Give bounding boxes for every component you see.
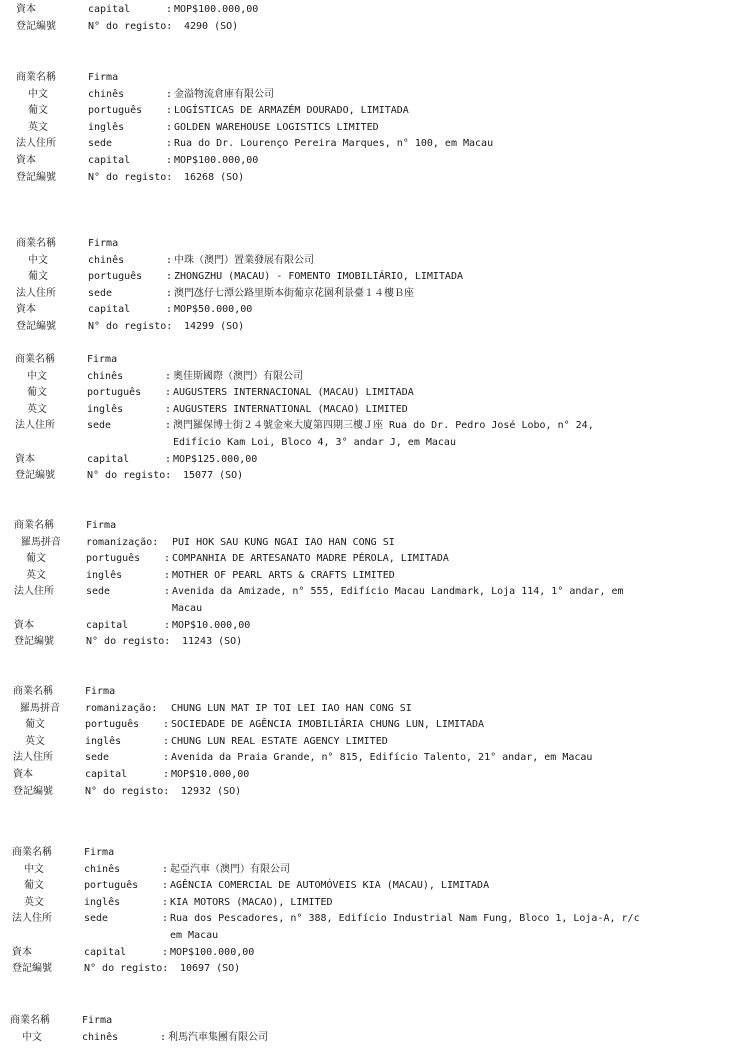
field-row bbox=[2, 878, 722, 894]
field-label-portuguese: chinês bbox=[84, 863, 121, 875]
field-label-portuguese: Firma bbox=[88, 238, 119, 249]
field-value: KIA MOTORS (MACAO), LIMITED bbox=[170, 896, 333, 908]
field-label-chinese: 葡文 bbox=[28, 271, 48, 283]
field-separator: : bbox=[166, 88, 173, 100]
field-row bbox=[4, 568, 724, 584]
field-value: MOP$50.000,00 bbox=[174, 304, 253, 316]
field-label-portuguese: sede bbox=[86, 586, 111, 598]
field-value: 中珠（澳門）置業發展有限公司 bbox=[174, 254, 314, 266]
field-row bbox=[4, 551, 724, 567]
field-label-chinese: 英文 bbox=[27, 403, 47, 415]
field-label-chinese: 資本 bbox=[16, 4, 36, 15]
field-value: 16268 (SO) bbox=[184, 171, 245, 183]
field-value: 11243 (SO) bbox=[182, 636, 243, 648]
field-separator: : bbox=[166, 4, 173, 15]
field-label-portuguese: sede bbox=[88, 138, 113, 150]
field-row bbox=[3, 717, 723, 733]
field-value: 澳門氹仔七潭公路里斯本街葡京花園利景臺１４樓Ｂ座 bbox=[174, 287, 414, 299]
field-label-chinese: 商業名稱 bbox=[13, 686, 53, 697]
field-label-chinese: 登記編號 bbox=[16, 321, 56, 332]
field-label-portuguese: capital bbox=[88, 4, 131, 15]
field-value: 15077 (SO) bbox=[183, 470, 244, 482]
field-value: 4290 (SO) bbox=[184, 20, 239, 32]
field-label-chinese: 葡文 bbox=[28, 105, 48, 117]
field-label-portuguese: sede bbox=[87, 420, 112, 432]
field-label-portuguese: capital bbox=[88, 155, 131, 166]
field-separator: : bbox=[162, 946, 169, 958]
field-row bbox=[2, 895, 722, 911]
field-separator: : bbox=[165, 453, 172, 465]
field-row bbox=[5, 468, 725, 484]
field-label-portuguese: inglês bbox=[86, 569, 123, 581]
field-row bbox=[6, 136, 726, 152]
field-label-portuguese: N° do registo: bbox=[88, 20, 173, 32]
field-row bbox=[6, 170, 726, 186]
field-value: MOTHER OF PEARL ARTS & CRAFTS LIMITED bbox=[172, 569, 395, 581]
field-row bbox=[3, 750, 723, 766]
field-value: 12932 (SO) bbox=[181, 785, 242, 797]
field-label-portuguese: português bbox=[85, 719, 140, 731]
field-label-portuguese: N° do registo: bbox=[84, 963, 169, 975]
field-row bbox=[4, 634, 724, 650]
field-row bbox=[2, 845, 722, 861]
field-row bbox=[2, 945, 722, 961]
field-row bbox=[5, 452, 725, 468]
field-value: MOP$125.000,00 bbox=[173, 453, 258, 465]
field-separator: : bbox=[166, 138, 173, 150]
field-label-chinese: 資本 bbox=[14, 619, 34, 631]
field-label-chinese: 資本 bbox=[12, 946, 32, 958]
field-label-chinese: 法人住所 bbox=[16, 138, 56, 150]
field-label-portuguese: português bbox=[87, 387, 142, 399]
field-label-chinese: 葡文 bbox=[24, 880, 44, 892]
field-label-chinese: 葡文 bbox=[26, 553, 46, 565]
field-label-chinese: 法人住所 bbox=[14, 586, 54, 598]
field-row bbox=[6, 153, 726, 169]
field-row bbox=[3, 767, 723, 783]
field-row bbox=[0, 1013, 720, 1029]
field-label-chinese: 商業名稱 bbox=[10, 1015, 50, 1026]
field-label-portuguese: chinês bbox=[88, 88, 125, 100]
field-row bbox=[2, 911, 722, 927]
field-label-chinese: 中文 bbox=[24, 863, 44, 875]
field-label-portuguese: N° do registo: bbox=[88, 321, 173, 332]
field-label-chinese: 商業名稱 bbox=[16, 238, 56, 249]
field-row bbox=[6, 120, 726, 136]
field-label-portuguese: inglês bbox=[87, 403, 124, 415]
field-row bbox=[6, 70, 726, 86]
field-label-portuguese: inglês bbox=[85, 735, 122, 747]
field-label-portuguese: N° do registo: bbox=[88, 171, 173, 183]
field-label-chinese: 法人住所 bbox=[15, 420, 55, 432]
field-value: 10697 (SO) bbox=[180, 963, 241, 975]
field-separator: : bbox=[162, 896, 169, 908]
field-value: 澳門羅保博士街２４號金來大廈第四期三樓Ｊ座 Rua do Dr. Pedro José Lobo, n° 24, bbox=[173, 420, 594, 432]
field-row bbox=[6, 269, 726, 285]
field-label-portuguese: N° do registo: bbox=[87, 470, 172, 482]
field-separator: : bbox=[164, 586, 171, 598]
field-separator: : bbox=[162, 880, 169, 892]
field-label-chinese: 中文 bbox=[22, 1031, 42, 1043]
field-value: ZHONGZHU (MACAU) - FOMENTO IMOBILIÁRIO, LIMITADA bbox=[174, 271, 463, 283]
field-value: MOP$10.000,00 bbox=[171, 769, 250, 780]
field-label-portuguese: N° do registo: bbox=[85, 785, 170, 797]
field-separator: : bbox=[166, 254, 173, 266]
field-value-continuation: Macau bbox=[172, 603, 203, 614]
field-row-continuation bbox=[2, 928, 722, 944]
field-separator: : bbox=[164, 569, 171, 581]
field-value: SOCIEDADE DE AGÊNCIA IMOBILIÁRIA CHUNG LUN, LIMITADA bbox=[171, 719, 485, 731]
field-separator: : bbox=[166, 121, 173, 133]
field-value: CHUNG LUN MAT IP TOI LEI IAO HAN CONG SI bbox=[171, 702, 412, 714]
field-label-portuguese: romanização: bbox=[85, 702, 158, 714]
field-label-chinese: 葡文 bbox=[25, 719, 45, 731]
field-value: AGÊNCIA COMERCIAL DE AUTOMÓVEIS KIA (MACAU), LIMITADA bbox=[170, 880, 490, 892]
field-value: Avenida da Praia Grande, n° 815, Edifício Talento, 21° andar, em Macau bbox=[171, 752, 593, 764]
field-label-portuguese: inglês bbox=[88, 121, 125, 133]
field-value: Avenida da Amizade, n° 555, Edifício Macau Landmark, Loja 114, 1° andar, em bbox=[172, 586, 624, 598]
field-label-portuguese: capital bbox=[87, 453, 130, 465]
field-value-continuation: em Macau bbox=[170, 930, 219, 941]
field-separator: : bbox=[162, 913, 169, 925]
field-value: AUGUSTERS INTERNATIONAL (MACAO) LIMITED bbox=[173, 403, 408, 415]
field-separator: : bbox=[166, 287, 173, 299]
field-value: LOGÍSTICAS DE ARMAZÉM DOURADO, LIMITADA bbox=[174, 105, 409, 117]
field-label-chinese: 中文 bbox=[28, 88, 48, 100]
field-row bbox=[3, 784, 723, 800]
field-label-chinese: 登記編號 bbox=[13, 785, 53, 797]
field-separator: : bbox=[166, 271, 173, 283]
field-label-portuguese: capital bbox=[86, 619, 129, 631]
field-value: 奧佳斯國際（澳門）有限公司 bbox=[173, 370, 303, 382]
field-label-chinese: 商業名稱 bbox=[14, 520, 54, 531]
field-separator: : bbox=[165, 370, 172, 382]
field-row bbox=[5, 418, 725, 434]
field-value: PUI HOK SAU KUNG NGAI IAO HAN CONG SI bbox=[172, 536, 395, 548]
field-value: MOP$10.000,00 bbox=[172, 619, 251, 631]
field-label-chinese: 羅馬拼音 bbox=[21, 536, 61, 548]
field-row bbox=[6, 286, 726, 302]
field-row-continuation bbox=[5, 435, 725, 451]
field-row bbox=[4, 535, 724, 551]
field-label-portuguese: capital bbox=[84, 946, 127, 958]
field-separator: : bbox=[163, 769, 170, 780]
field-row bbox=[5, 402, 725, 418]
field-value-continuation: Edifício Kam Loi, Bloco 4, 3° andar J, em Macau bbox=[173, 437, 456, 448]
field-label-portuguese: chinês bbox=[88, 254, 125, 266]
field-row bbox=[6, 87, 726, 103]
field-label-portuguese: chinês bbox=[82, 1031, 119, 1043]
field-label-portuguese: Firma bbox=[82, 1015, 113, 1026]
field-separator: : bbox=[164, 619, 171, 631]
field-label-portuguese: capital bbox=[88, 304, 131, 316]
field-label-chinese: 法人住所 bbox=[16, 287, 56, 299]
field-label-portuguese: romanização: bbox=[86, 536, 159, 548]
field-label-chinese: 法人住所 bbox=[13, 752, 53, 764]
field-label-chinese: 登記編號 bbox=[14, 636, 54, 648]
field-row bbox=[6, 19, 726, 35]
field-row bbox=[5, 385, 725, 401]
field-row bbox=[4, 584, 724, 600]
field-label-chinese: 商業名稱 bbox=[12, 847, 52, 858]
field-label-portuguese: capital bbox=[85, 769, 128, 780]
field-row bbox=[2, 862, 722, 878]
field-row bbox=[6, 236, 726, 252]
field-value: AUGUSTERS INTERNACIONAL (MACAU) LIMITADA bbox=[173, 387, 414, 399]
field-separator: : bbox=[165, 420, 172, 432]
field-label-portuguese: Firma bbox=[84, 847, 115, 858]
field-value: MOP$100.000,00 bbox=[174, 155, 259, 166]
field-separator: : bbox=[162, 863, 169, 875]
field-label-portuguese: português bbox=[88, 105, 143, 117]
field-label-chinese: 法人住所 bbox=[12, 913, 52, 925]
field-label-portuguese: inglês bbox=[84, 896, 121, 908]
field-row bbox=[3, 734, 723, 750]
field-row-continuation bbox=[4, 601, 724, 617]
field-label-portuguese: Firma bbox=[88, 72, 119, 83]
field-row bbox=[6, 253, 726, 269]
field-row bbox=[6, 302, 726, 318]
field-value: 利馬汽車集團有限公司 bbox=[168, 1031, 268, 1043]
field-value: Rua do Dr. Lourenço Pereira Marques, n° 100, em Macau bbox=[174, 138, 494, 150]
field-row bbox=[0, 1030, 720, 1046]
field-separator: : bbox=[165, 387, 172, 399]
field-label-chinese: 英文 bbox=[24, 896, 44, 908]
field-separator: : bbox=[166, 304, 173, 316]
field-separator: : bbox=[163, 735, 170, 747]
field-separator: : bbox=[163, 719, 170, 731]
field-row bbox=[2, 961, 722, 977]
field-label-chinese: 資本 bbox=[13, 769, 33, 780]
field-value: MOP$100.000,00 bbox=[170, 946, 255, 958]
field-label-chinese: 資本 bbox=[15, 453, 35, 465]
field-row bbox=[4, 518, 724, 534]
field-separator: : bbox=[165, 403, 172, 415]
field-label-chinese: 葡文 bbox=[27, 387, 47, 399]
field-label-chinese: 英文 bbox=[28, 121, 48, 133]
field-label-chinese: 資本 bbox=[16, 304, 36, 316]
field-label-chinese: 英文 bbox=[26, 569, 46, 581]
field-row bbox=[6, 2, 726, 18]
field-label-chinese: 商業名稱 bbox=[16, 72, 56, 83]
field-separator: : bbox=[164, 553, 171, 565]
field-label-chinese: 羅馬拼音 bbox=[20, 702, 60, 714]
field-label-chinese: 登記編號 bbox=[12, 963, 52, 975]
field-row bbox=[5, 352, 725, 368]
field-label-chinese: 中文 bbox=[28, 254, 48, 266]
field-row bbox=[4, 618, 724, 634]
field-row bbox=[5, 369, 725, 385]
field-separator: : bbox=[166, 105, 173, 117]
field-row bbox=[3, 684, 723, 700]
field-label-portuguese: Firma bbox=[87, 354, 118, 365]
field-label-chinese: 中文 bbox=[27, 370, 47, 382]
field-row bbox=[6, 319, 726, 335]
field-label-portuguese: Firma bbox=[86, 520, 117, 531]
field-label-portuguese: Firma bbox=[85, 686, 116, 697]
field-label-chinese: 英文 bbox=[25, 735, 45, 747]
field-label-portuguese: português bbox=[88, 271, 143, 283]
field-row bbox=[3, 701, 723, 717]
field-label-portuguese: português bbox=[86, 553, 141, 565]
field-row bbox=[6, 103, 726, 119]
field-value: Rua dos Pescadores, n° 388, Edifício Industrial Nam Fung, Bloco 1, Loja-A, r/c bbox=[170, 913, 640, 925]
field-label-portuguese: sede bbox=[84, 913, 109, 925]
field-separator: : bbox=[163, 752, 170, 764]
field-label-chinese: 資本 bbox=[16, 155, 36, 166]
field-value: CHUNG LUN REAL ESTATE AGENCY LIMITED bbox=[171, 735, 388, 747]
field-label-portuguese: sede bbox=[85, 752, 110, 764]
field-value: MOP$100.000,00 bbox=[174, 4, 259, 15]
field-separator: : bbox=[160, 1031, 167, 1043]
field-label-portuguese: N° do registo: bbox=[86, 636, 171, 648]
field-label-portuguese: português bbox=[84, 880, 139, 892]
field-label-portuguese: chinês bbox=[87, 370, 124, 382]
field-label-chinese: 登記編號 bbox=[16, 20, 56, 32]
field-value: 14299 (SO) bbox=[184, 321, 245, 332]
field-label-portuguese: sede bbox=[88, 287, 113, 299]
field-value: COMPANHIA DE ARTESANATO MADRE PÉROLA, LIMITADA bbox=[172, 553, 449, 565]
field-label-chinese: 登記編號 bbox=[16, 171, 56, 183]
field-value: 金溢物流倉庫有限公司 bbox=[174, 88, 274, 100]
field-label-chinese: 登記編號 bbox=[15, 470, 55, 482]
field-value: 起亞汽車（澳門）有限公司 bbox=[170, 863, 290, 875]
field-value: GOLDEN WAREHOUSE LOGISTICS LIMITED bbox=[174, 121, 379, 133]
field-label-chinese: 商業名稱 bbox=[15, 354, 55, 365]
field-separator: : bbox=[166, 155, 173, 166]
